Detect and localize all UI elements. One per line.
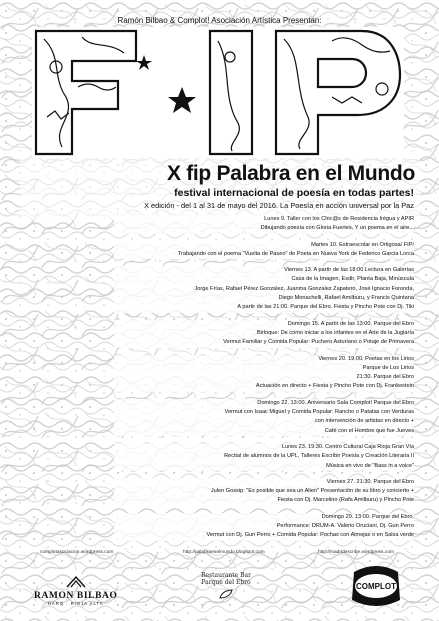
- hand-drawn-letters-illustration: [32, 27, 404, 158]
- complot-url-link[interactable]: complotasociacion.wordpress.com: [40, 550, 114, 555]
- event-line: Actuación en directo + Fiesta y Pincho Pote con Dj. Frankestein: [255, 383, 414, 390]
- ramon-bilbao-name: RAMON BILBAO: [34, 591, 118, 601]
- event-block: [114, 215, 414, 234]
- event-line: Birloque: De como iniciar a los infantes en el Arte de la Juglaría: [256, 329, 414, 336]
- festival-subtitle: festival internacional de poesía en todas partes!: [174, 187, 414, 199]
- event-line: Parque de Los Lirios: [362, 364, 414, 371]
- leaf-icon: [219, 589, 233, 599]
- event-line: Viernes 13. A partir de las 18:00 Lectura en Galerías: [284, 267, 414, 274]
- event-line: Vermut con Isaac Miguel y Comida Popular: Rancho o Patatas con Verduras: [224, 409, 414, 416]
- event-line: Julen Gossip: "Es posible que sea un Alien" Presentación de su libro y concierto +: [210, 488, 414, 495]
- event-line: Domingo 22. 13:00. Aniversario Sala Complot! Parque del Ebro: [257, 399, 414, 406]
- event-line: Domingo 29. 13:00. Parque del Ebro.: [321, 513, 414, 520]
- ramon-bilbao-emblem-icon: [65, 575, 87, 589]
- event-line: Dibujando poesía con Gloria Fuertes, Y un poema en el aire...: [260, 225, 414, 232]
- madrid-url-link[interactable]: http://madridescribe.wordpress.com: [318, 550, 394, 555]
- event-line: Vermut con Dj. Gun Perro + Comida Popular: Pochas con Almejas o en Salsa verde: [206, 532, 414, 539]
- complot-badge-logo: [348, 562, 404, 610]
- festival-title: X fip Palabra en el Mundo: [166, 162, 415, 185]
- presenter-line: Ramón Bilbao & Complot! Asociación Artística Presentan:: [117, 16, 322, 25]
- event-line: Domingo 15. A partir de las 13:00. Parque del Ebro: [287, 320, 414, 327]
- event-line: Diego Monachelli, Rafael Amilburu, y Francis Quintana: [278, 295, 414, 302]
- event-line: Lunes 9. Taller con los Chic@s de Residencia Irégua y APIR: [264, 216, 414, 222]
- event-line: A partir de las 21:00. Parque del Ebro. Fiesta y Pincho Pote con Dj. Tiki: [237, 304, 414, 311]
- event-block: [114, 355, 414, 392]
- event-line: Martes 10. Extraescolar en Ortigosa/ FIP/: [311, 241, 414, 248]
- event-line: con intervención de artistas en directo +: [314, 418, 414, 425]
- event-line: Lunes 23. 19:30. Centro Cultural Caja Rioja Gran Vía: [281, 443, 414, 450]
- event-line: Café con el Hombre que fue Jueves: [324, 427, 414, 434]
- event-line: Música en vivo de "Bass in a voice": [326, 462, 414, 469]
- event-line: Performance: DRUM-A. Valerio Oruciani, Dj. Gun Perro: [276, 523, 414, 530]
- event-block: [114, 513, 414, 541]
- event-block: [114, 443, 414, 471]
- event-block: [114, 399, 414, 436]
- event-program: [114, 215, 414, 548]
- event-block: [114, 320, 414, 348]
- restaurant-bar-logo: [193, 572, 259, 599]
- edition-line: X edición - del 1 al 31 de mayo del 2016. La Poesía en acción universal por la Paz: [144, 201, 414, 210]
- bar-line1: Restaurante Bar: [200, 572, 252, 579]
- event-line: Fiesta con Dj. Marcelino (Rafa Amilburu) y Pincho Pote: [277, 497, 414, 504]
- event-line: Jorge Frías, Rafael Pérez Gonzalez, Juanma Gonzalez Zapatero, José Ignacio Foronda,: [194, 285, 414, 292]
- event-block: [114, 478, 414, 506]
- event-line: Vermut Familiar y Comida Popular: Puchero Asturiano o Potaje de Primavera: [223, 339, 414, 346]
- event-line: Casa de la Imagen, Esdir, Planta Baja, Minúscula: [291, 276, 414, 283]
- event-line: Viernes 27. 21:30. Parque del Ebro: [326, 478, 414, 485]
- ramon-bilbao-logo: [34, 575, 117, 606]
- ramon-bilbao-sub: HARO · RIOJA ALTA: [47, 601, 104, 606]
- event-line: Recital de alumnos de la UPL, Talleres Escribir Poesía y Creación Literaria II: [224, 453, 414, 460]
- blog-url-link[interactable]: http://palabraenelmundo.blogspot.com: [183, 550, 265, 555]
- event-line: 21:30. Parque del Ebro: [356, 374, 414, 381]
- event-block: [114, 266, 414, 312]
- event-block: [114, 241, 414, 260]
- event-line: Trabajando con el poema "Vuelta de Paseo" de Poeta en Nueva York de Federico Garcia Lorca: [177, 250, 414, 257]
- bar-line2: Parque del Ebro: [201, 579, 251, 586]
- complot-name: COMPLOT: [356, 582, 396, 591]
- event-line: Viernes 20. 19:00. Poetas en los Lirios: [318, 355, 414, 362]
